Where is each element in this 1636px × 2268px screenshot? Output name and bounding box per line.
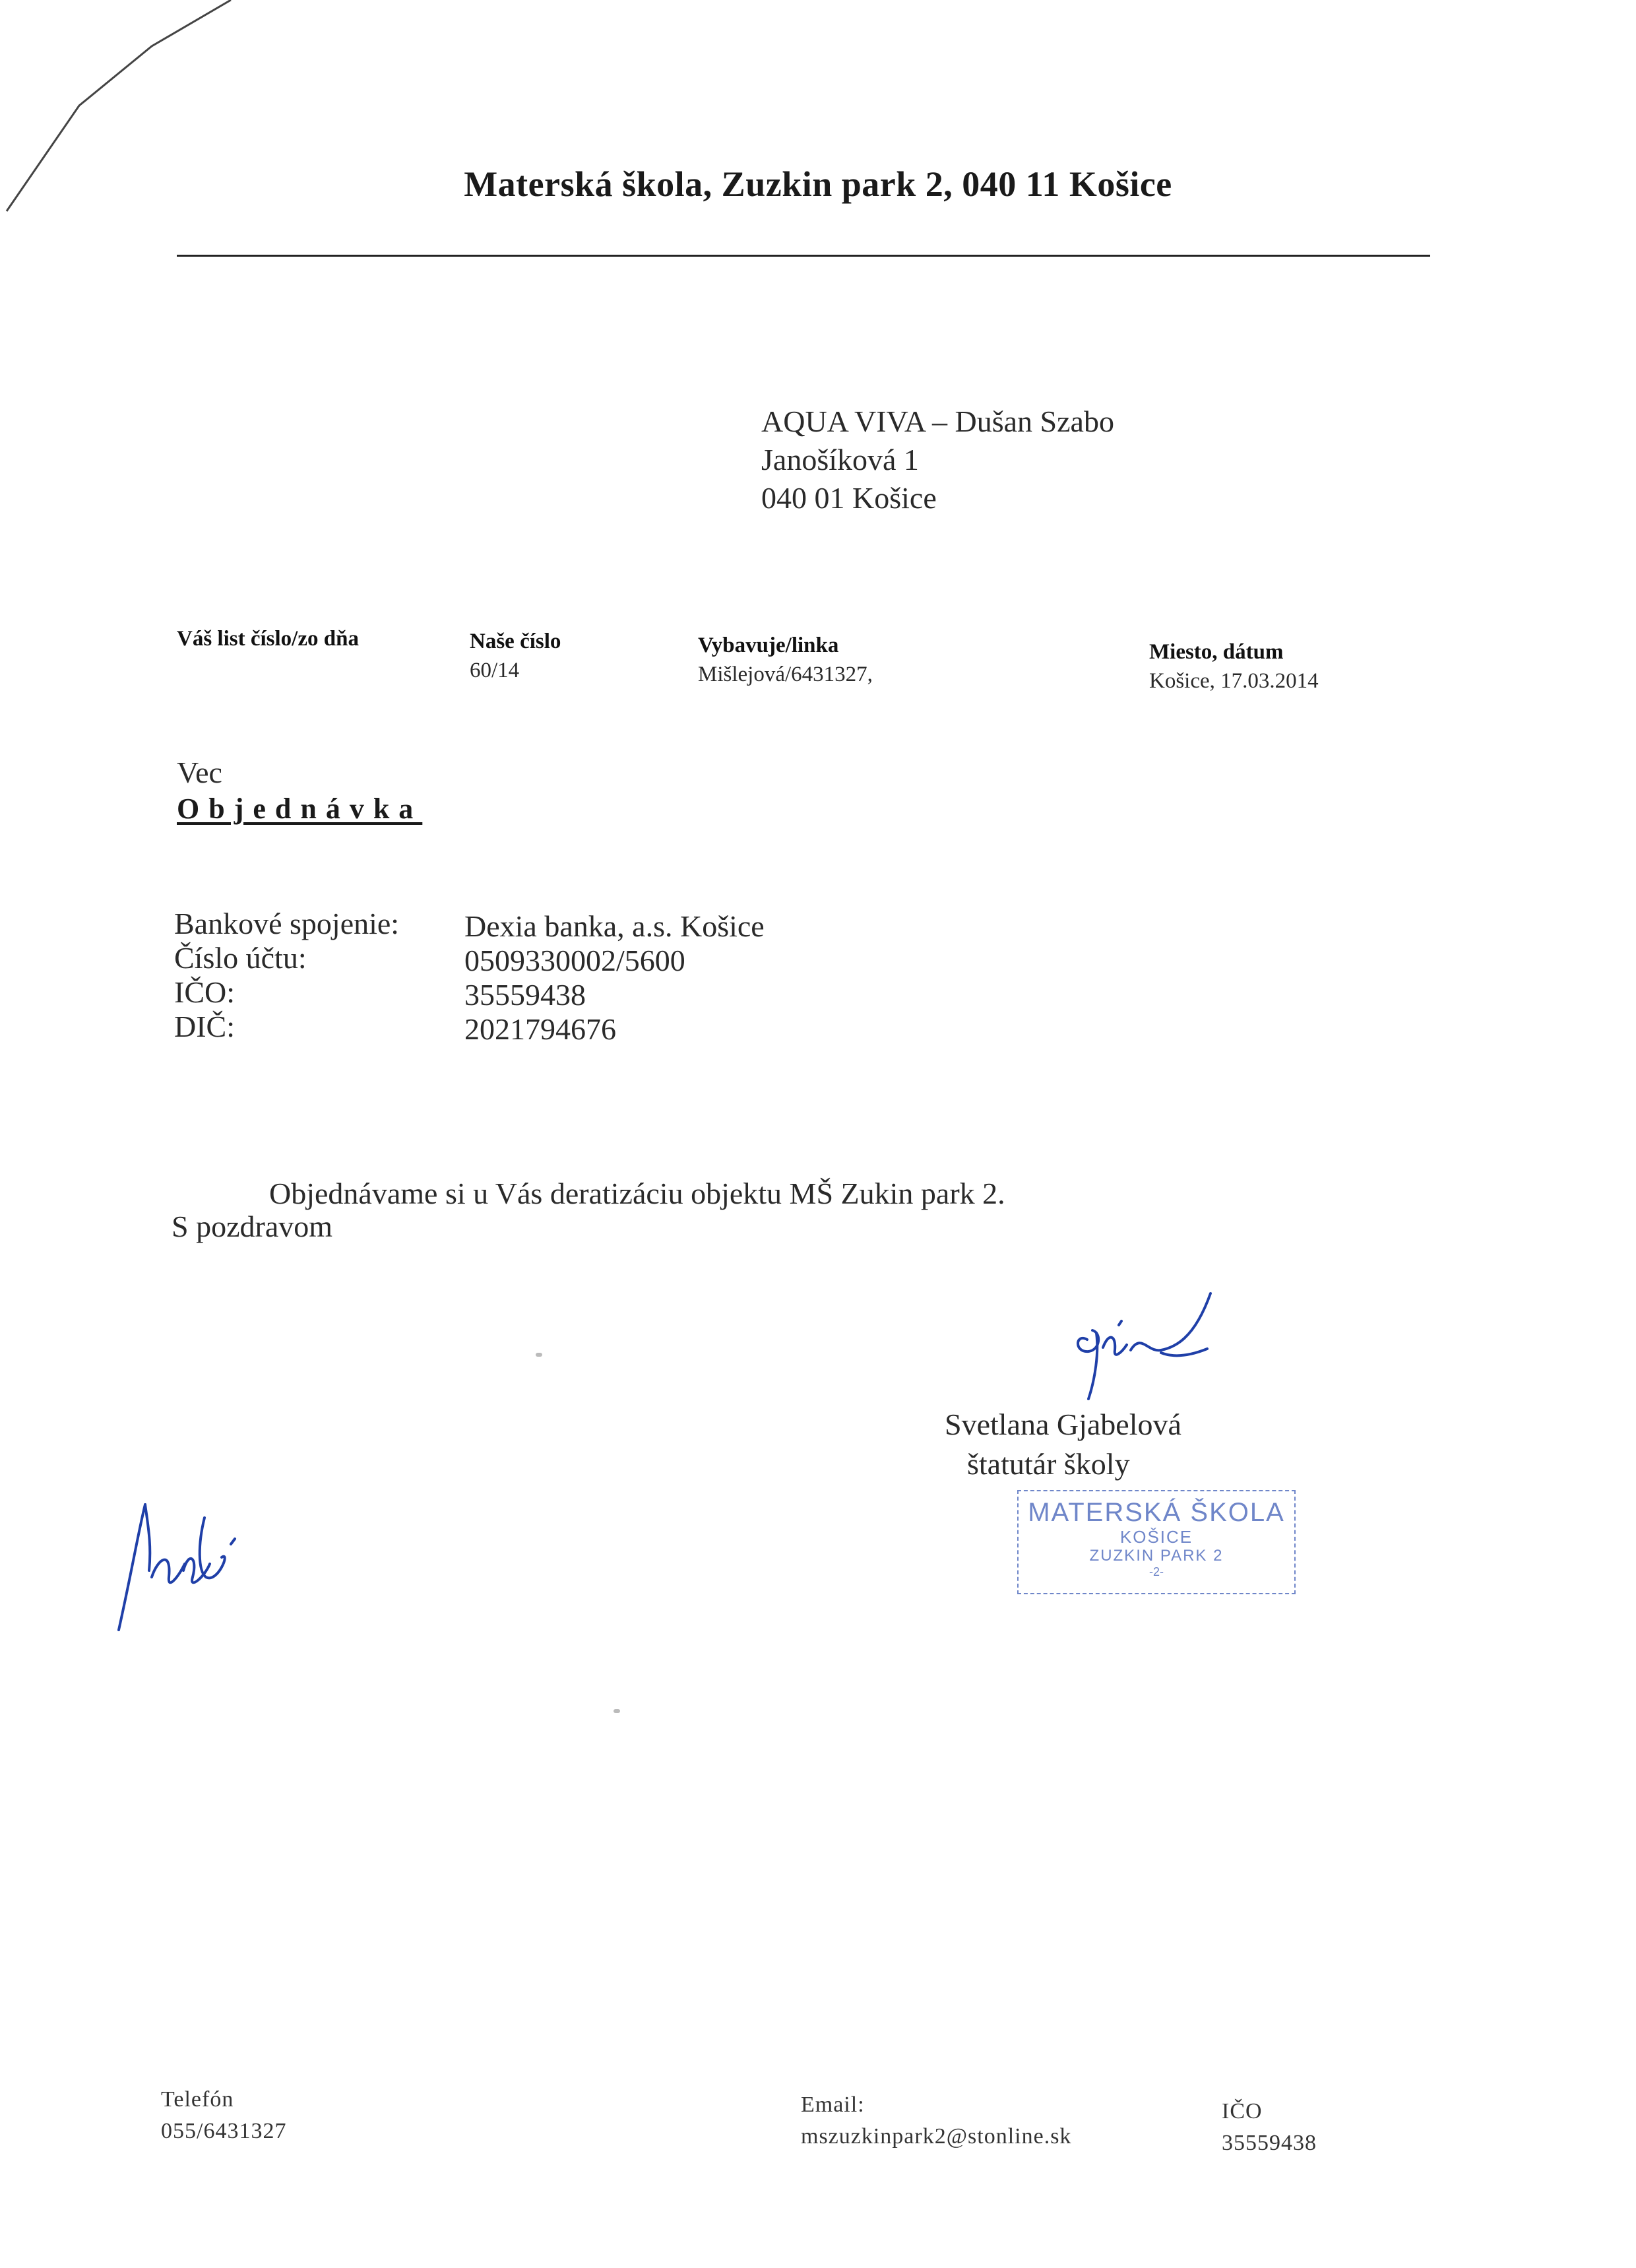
account-number-label: Číslo účtu: xyxy=(174,941,307,975)
stamp-number: -2- xyxy=(1149,1565,1164,1578)
your-letter-label: Váš list číslo/zo dňa xyxy=(177,627,359,651)
bank-details-labels xyxy=(174,907,399,1044)
our-number-label: Naše číslo xyxy=(470,630,561,653)
reference-place-date xyxy=(1149,637,1319,696)
footer-email-value: mszuzkinpark2@stonline.sk xyxy=(801,2124,1072,2149)
signatory-name: Svetlana Gjabelová xyxy=(945,1408,1181,1441)
our-number-value: 60/14 xyxy=(470,659,520,682)
footer-phone-label: Telefón xyxy=(161,2087,234,2112)
recipient-name: AQUA VIVA – Dušan Szabo xyxy=(761,405,1114,438)
handled-by-value: Mišlejová/6431327, xyxy=(698,663,873,686)
footer-ico xyxy=(1222,2096,1317,2159)
reference-your-letter xyxy=(177,624,359,653)
order-body-text: Objednávame si u Vás deratizáciu objektu MŠ Zukin park 2. xyxy=(269,1177,1005,1210)
footer-email xyxy=(801,2089,1071,2153)
ico-value: 35559438 xyxy=(464,978,586,1012)
bank-connection-value: Dexia banka, a.s. Košice xyxy=(464,909,765,943)
dic-value: 2021794676 xyxy=(464,1012,616,1046)
stamp-school-name: MATERSKÁ ŠKOLA xyxy=(1028,1498,1285,1527)
school-stamp xyxy=(1017,1490,1296,1594)
scan-speck xyxy=(614,1709,620,1713)
signatory-role: štatutár školy xyxy=(967,1447,1130,1481)
footer-ico-value: 35559438 xyxy=(1222,2131,1317,2155)
letterhead-divider xyxy=(177,255,1430,257)
recipient-street: Janošíková 1 xyxy=(761,443,919,476)
stamp-street: ZUZKIN PARK 2 xyxy=(1089,1547,1224,1565)
subject-label: Vec xyxy=(177,756,222,789)
stamp-city: KOŠICE xyxy=(1119,1527,1193,1547)
dic-label: DIČ: xyxy=(174,1010,235,1043)
recipient-city: 040 01 Košice xyxy=(761,481,937,515)
bank-connection-label: Bankové spojenie: xyxy=(174,907,400,940)
footer-email-label: Email: xyxy=(801,2092,865,2117)
handled-by-label: Vybavuje/linka xyxy=(698,633,839,657)
reference-our-number xyxy=(470,627,561,685)
handwritten-initials xyxy=(106,1478,251,1650)
footer-phone-value: 055/6431327 xyxy=(161,2119,287,2143)
footer-phone xyxy=(161,2084,286,2147)
recipient-address xyxy=(761,403,1114,517)
footer-ico-label: IČO xyxy=(1222,2099,1263,2123)
reference-handled-by xyxy=(698,631,873,689)
place-date-label: Miesto, dátum xyxy=(1149,640,1284,664)
account-number-value: 0509330002/5600 xyxy=(464,944,685,977)
director-signature xyxy=(1069,1287,1227,1419)
ico-label: IČO: xyxy=(174,975,235,1009)
bank-details-values xyxy=(464,909,765,1047)
scan-speck xyxy=(536,1353,542,1357)
greeting: S pozdravom xyxy=(172,1210,333,1243)
place-date-value: Košice, 17.03.2014 xyxy=(1149,669,1319,693)
subject-title: Objednávka xyxy=(177,793,423,825)
school-letterhead-title: Materská škola, Zuzkin park 2, 040 11 Košice xyxy=(464,164,1172,204)
